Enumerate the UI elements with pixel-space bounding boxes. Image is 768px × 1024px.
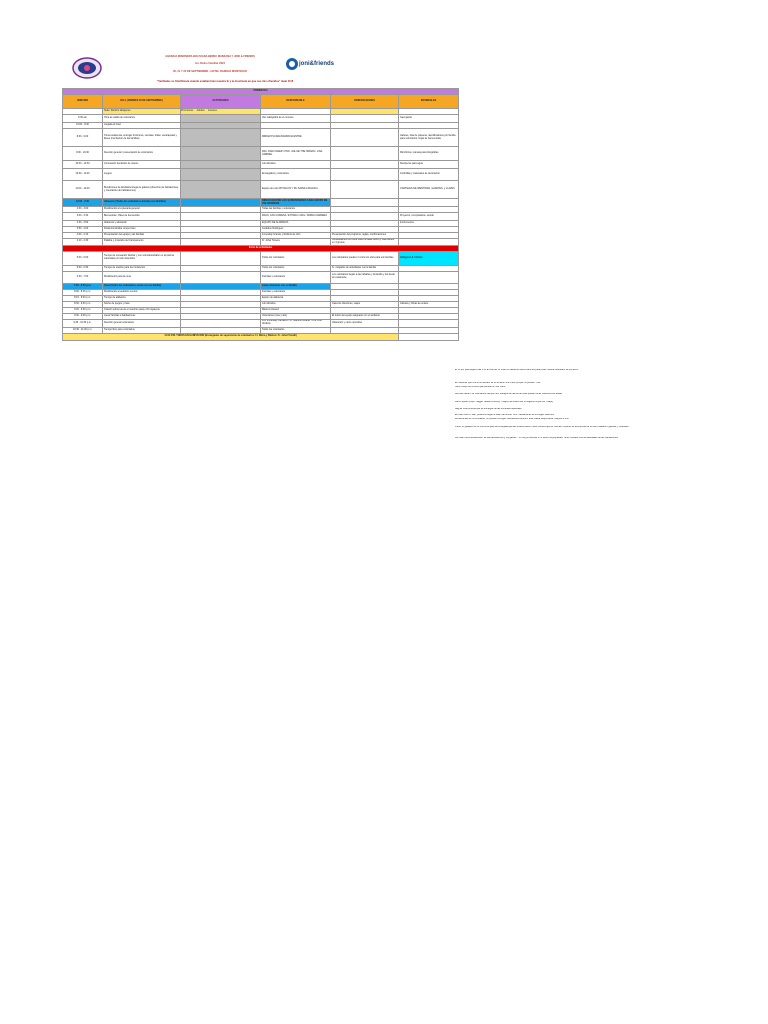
table-row bbox=[63, 115, 459, 123]
cell-observaciones: Los voluntarios pueden ir a tirar sin ellos para sus familias bbox=[331, 251, 399, 265]
cell-responsable: Fra. Inmeraldy Carrasco / Fr. Mariuno Alvarez / Fra. Lulú Alzalina bbox=[261, 319, 331, 327]
cell-responsable: FRAN. CASI CORESA / ETHANA / MAIL / MIRNA CARRERA bbox=[261, 213, 331, 221]
table-row bbox=[63, 271, 459, 283]
cell-materiales bbox=[399, 319, 459, 327]
agency-logo-icon bbox=[72, 57, 102, 79]
cell-horario: 10:00 - 10:30 bbox=[63, 161, 103, 169]
col-materiales: MATERIALES bbox=[399, 95, 459, 109]
cell-responsable: Equipo de alabanza bbox=[261, 295, 331, 301]
col-observaciones: OBSERVACIONES bbox=[331, 95, 399, 109]
header-line-1: AGENCIA MISIONERA BOLIVIANA BEREC MANZANA Y JONI & FRIENDS bbox=[165, 55, 255, 58]
cell-materiales: Cámara y fichas de enlace bbox=[399, 301, 459, 307]
cell-horario: 11:00 - 12:00 bbox=[63, 181, 103, 199]
cell-responsable: Fr. Johel Tomera bbox=[261, 239, 331, 246]
schedule-table bbox=[62, 88, 459, 341]
cell-dia: Presentación del equipo y las familias bbox=[103, 233, 181, 239]
cell-dia: Tiempo libre para voluntarios bbox=[103, 327, 181, 333]
cell-dia: Palabra y propósito del Campamento bbox=[103, 239, 181, 246]
cell-materiales: Recipiente para agua bbox=[399, 161, 459, 169]
schedule-sheet bbox=[62, 88, 458, 341]
cell-materiales: Instrumentos bbox=[399, 221, 459, 227]
cell-dia: Tiempo de recreación familiar y con voluntarios/taller en la piscina, caminatas y/o sólo detenidos bbox=[103, 251, 181, 265]
cell-horario: 8:30 - 9:20 p.m. bbox=[63, 301, 103, 307]
cell-dia: Cena (Todos los voluntarios cenan con su familia) bbox=[103, 283, 181, 289]
cell-horario: 6:00 - 6:30 bbox=[63, 265, 103, 271]
cell-materiales: Antagone & 4 horas bbox=[399, 251, 459, 265]
cell-responsable: Cada voluntario con su familia bbox=[261, 283, 331, 289]
cell-responsable: Mariuno Alvarez bbox=[261, 307, 331, 313]
cell-horario: 8:15 - 8:30 p.m. bbox=[63, 295, 103, 301]
table-row bbox=[63, 147, 459, 161]
cell-observaciones: Los voluntarios llegan a las cabañas y la familia y los llevan al restaurante bbox=[331, 271, 399, 283]
cell-responsable: Todos los voluntarios bbox=[261, 251, 331, 265]
cell-responsable: Todas las familias y voluntarios bbox=[261, 207, 331, 213]
cell-dia: Noche de juegos y risas bbox=[103, 301, 181, 307]
cell-actividades bbox=[181, 181, 261, 199]
cell-horario: 8:00 - 8:15 p.m. bbox=[63, 289, 103, 295]
table-row bbox=[63, 213, 459, 221]
cell-observaciones: El botón del equipo asignado con el auditorio bbox=[331, 313, 399, 319]
cell-responsable: Familias y voluntarios bbox=[261, 289, 331, 295]
header-line-3: 20, 21 Y 22 DE SEPTIEMBRE - HOTEL RANCHO MONTESUR bbox=[173, 70, 247, 73]
cell-responsable: Van radiografía de el convoce bbox=[261, 115, 331, 123]
note-line: El 10 por para llegar a las 6:30 al hotel El 10 hotel en salida de varios cambios para poder resultar alrededor de primeros. bbox=[455, 369, 579, 371]
cell-responsable: Familias y voluntarios bbox=[261, 271, 331, 283]
cell-dia: Movilización al auditorio central bbox=[103, 289, 181, 295]
cell-dia: Juegos bbox=[103, 169, 181, 181]
cell-responsable: MIRIAM PLURALIN/MARCIA ENTRE bbox=[261, 129, 331, 147]
col-actividades: ACTIVIDADES bbox=[181, 95, 261, 109]
table-row bbox=[63, 169, 459, 181]
cell-dia: Tiempo de oración para los ministerios bbox=[103, 265, 181, 271]
cell-horario: 3:00 - 3:30 bbox=[63, 213, 103, 221]
cell-dia: Movilización para la cena bbox=[103, 271, 181, 283]
cell-materiales: Gafetes, lista de pulseras, identificadores por familia para voluntarios, hojas de bienvenidas bbox=[399, 129, 459, 147]
cell-horario: 9:20 - 9:30 p.m. bbox=[63, 307, 103, 313]
subhead-jovenes: Jovenes bbox=[207, 109, 217, 113]
note-line: En este hoto el: staff, podemos llegar al salón de dónde. Con. habitaciones se entregan hasta los bbox=[455, 414, 554, 416]
note-line: Las tiles deben: de voluntarios siempre son trabajos las tierras de case pueden tener cabecera tus dallas bbox=[455, 393, 562, 395]
table-row bbox=[63, 319, 459, 327]
column-header-row bbox=[63, 95, 459, 109]
cell-dia: Reunión general voluntarios bbox=[103, 319, 181, 327]
cell-horario: 10:30 - 11:00 p.m. bbox=[63, 327, 103, 333]
cell-observaciones: Fr. cargados de actividades con la familia bbox=[331, 265, 399, 271]
cell-dia: Tomar asistencia, entregar brochures, camisas, folder, escarapelas y llaves (inscripción de las familias) bbox=[103, 129, 181, 147]
subhead-promotores: Promotores bbox=[181, 109, 194, 113]
subhead-sede: Sede: Rancho ultraperso bbox=[103, 109, 181, 115]
cell-responsable: Jeraldine Rodríguez bbox=[261, 227, 331, 233]
subhead-adultos: Adultos bbox=[196, 109, 205, 113]
curfew-footer: 11:00 P.M. TODOS EN HABITACIÓN (Encargados de supervisión de voluntarios: Fr. Mirna y Blanca / Fr. Johel Tovalit) bbox=[63, 333, 399, 340]
cell-responsable: Encargados y voluntarios bbox=[261, 169, 331, 181]
cell-dia: Llegada al hotel bbox=[103, 123, 181, 129]
note-line: Bagner una persona que se encargue de las entredas especiales. bbox=[455, 408, 523, 410]
col-horario: HORARIO bbox=[63, 95, 103, 109]
cell-dia: Reunión general / presentación de voluntarios bbox=[103, 147, 181, 161]
cell-observaciones: Valoración y cierre operativo bbox=[331, 319, 399, 327]
note-line: Junto: 40 guapero en el una nova para la encargada pensar al autorización hotel manera que se nuende, importar de escrupiñas de la ruta, collados o gafetes, y brazalete. bbox=[455, 426, 630, 428]
cell-observaciones bbox=[331, 213, 399, 221]
note-line: El mantener que una en el acuden se su hicieron a la cruce porque no pueden. Hoe bbox=[455, 382, 541, 384]
col-responsable: RESPONSABLE bbox=[261, 95, 331, 109]
cell-actividades bbox=[181, 161, 261, 169]
cell-horario: 7:00 - 8:00 p.m. bbox=[63, 283, 103, 289]
cell-actividades bbox=[181, 213, 261, 221]
cell-materiales: Micrófonos, cámara para fotografías bbox=[399, 147, 459, 161]
header-line-2: 1er. Retiro Familiar 2024 bbox=[195, 62, 225, 65]
cell-horario: 10:30 - 11:00 bbox=[63, 169, 103, 181]
cell-actividades bbox=[181, 251, 261, 265]
header-verse: “Verifiedes os Glorificaste cuando estaban bien nuestra fe y te mostraste en que sus mis ofrecidos” Juan 15:8 bbox=[156, 80, 294, 83]
cell-actividades bbox=[181, 129, 261, 147]
cell-dia: Almuerzo (Todos los voluntarios durante con familias) bbox=[103, 199, 181, 207]
joni-friends-logo-text: joni&friends bbox=[299, 61, 335, 67]
cell-responsable: FRA. DANI FANER / HNO. JAIL DE THE HARIAN / LINA, GABRIEL bbox=[261, 147, 331, 161]
cell-horario: 9:45 - 10:30 p.m. bbox=[63, 319, 103, 327]
col-dia: DIA 1 (VIERNES 20 DE SEPTIEMBRE) bbox=[103, 95, 181, 109]
table-row bbox=[63, 181, 459, 199]
cell-horario: 6:30 - 7:00 bbox=[63, 271, 103, 283]
table-row bbox=[63, 239, 459, 246]
note-line: Marco quedo (cupo: Jaggar Jipalist centres), Yuagos Jenimachrina, el llegaros hoyde sui Yuago) bbox=[455, 401, 553, 403]
cell-horario: 3:30 - 3:50 bbox=[63, 221, 103, 227]
cell-horario: 4:10 - 4:30 bbox=[63, 239, 103, 246]
cell-dia: Dinámica familiar rompe hielo bbox=[103, 227, 181, 233]
cell-materiales: Proyector, computadora, sonido bbox=[399, 213, 459, 221]
table-row bbox=[63, 129, 459, 147]
cell-dia: Llevar familias a habitaciones bbox=[103, 313, 181, 319]
cell-dia: Bienvenida / Video de bienvenida bbox=[103, 213, 181, 221]
cell-dia: Oración sobre las de el nosotros para el fin siguiente bbox=[103, 307, 181, 313]
cell-horario: 4:00 - 4:10 bbox=[63, 233, 103, 239]
cell-responsable: DIRECCIÓN POR LOS SUPERVISORES CADA GRUPO DE VOLUNTARIOS bbox=[261, 199, 331, 207]
cell-dia: Coronación bendición de manos bbox=[103, 161, 181, 169]
table-row bbox=[63, 199, 459, 207]
cell-actividades bbox=[181, 239, 261, 246]
note-line: identificantes en su brazalete, no pueden entregar habitaciones antes a: Esa: Baste despondible. Asignar a uno. bbox=[455, 418, 570, 420]
cell-actividades bbox=[181, 199, 261, 207]
cell-actividades bbox=[181, 147, 261, 161]
cell-dia: Movilización a la plenaria general bbox=[103, 207, 181, 213]
cell-horario: 12:00 - 2:30 bbox=[63, 199, 103, 207]
cell-observaciones bbox=[331, 147, 399, 161]
cell-observaciones: Consolidación los niños sobre la base centro y distribuidos en 3 grupos bbox=[331, 239, 399, 246]
cell-dia: Alabanza y adoración bbox=[103, 221, 181, 227]
cell-actividades bbox=[181, 319, 261, 327]
cell-responsable: Equipo de Lulú MOYAILOS Y RU SAROLA BLANCA bbox=[261, 181, 331, 199]
cell-responsable: Todos los voluntarios bbox=[261, 265, 331, 271]
cell-actividades bbox=[181, 115, 261, 123]
cell-dia: Tiempo de alabanza bbox=[103, 295, 181, 301]
cell-observaciones bbox=[331, 161, 399, 169]
cell-responsable: Inmeraldy Grande y Rodinol de niño bbox=[261, 233, 331, 239]
cell-materiales bbox=[399, 199, 459, 207]
cell-observaciones bbox=[331, 115, 399, 123]
cell-materiales: Cortinillas y materiales de decoración bbox=[399, 169, 459, 181]
section-banner: Inicio de actividades bbox=[63, 245, 459, 251]
cell-actividades bbox=[181, 271, 261, 283]
cell-observaciones: Presentación del programa, reglas, confirmaciones bbox=[331, 233, 399, 239]
cell-observaciones: Casa los directores, viajes bbox=[331, 301, 399, 307]
cell-horario: 10:00 - 8:30 bbox=[63, 123, 103, 129]
day-title: PRIMER DIA bbox=[63, 89, 459, 95]
cell-observaciones bbox=[331, 169, 399, 181]
note-line: Formilier documentaciones: de las habitaciones y los gastos... no hay problemas o no deben la propiedad. Tener cuidado mucha variedades de las habitaciones bbox=[455, 437, 618, 439]
cell-horario: 9:00 - 10:00 bbox=[63, 147, 103, 161]
cell-observaciones bbox=[331, 181, 399, 199]
cell-responsable: Lulú Alzalina bbox=[261, 301, 331, 307]
cell-horario: 3:50 - 4:00 bbox=[63, 227, 103, 233]
cell-horario: 9:30 - 9:45 p.m. bbox=[63, 313, 103, 319]
cell-materiales: CARTELES DE IDENTIDAD, GAFETES, y LLAVES bbox=[399, 181, 459, 199]
table-row bbox=[63, 161, 459, 169]
cell-horario: 8:30 - 9:00 bbox=[63, 129, 103, 147]
cell-actividades bbox=[181, 169, 261, 181]
cell-materiales: Gavi-garita bbox=[399, 115, 459, 123]
cell-materiales bbox=[399, 239, 459, 246]
cell-dia: Hora de salida de voluntarios bbox=[103, 115, 181, 123]
cell-horario: 6:30 am bbox=[63, 115, 103, 123]
cell-materiales bbox=[399, 271, 459, 283]
table-row bbox=[63, 251, 459, 265]
footer-empty bbox=[399, 333, 459, 340]
cell-responsable: Todos los voluntarios bbox=[261, 327, 331, 333]
cell-horario: 2:30 - 3:00 bbox=[63, 207, 103, 213]
note-line: hacer cilisys de conteos para anotar en sus rotes. bbox=[455, 386, 506, 388]
cell-dia: Bendiciones de familias/entrega de gafetes (dirección de habitaciones y orientación de habitaciones) bbox=[103, 181, 181, 199]
cell-observaciones bbox=[331, 129, 399, 147]
cell-observaciones bbox=[331, 199, 399, 207]
cell-responsable: Lulú Alzalina bbox=[261, 161, 331, 169]
cell-responsable: EQUIPO DE ALABANZA bbox=[261, 221, 331, 227]
cell-responsable: Voluntarios (mas y dos) bbox=[261, 313, 331, 319]
cell-horario: 5:00 - 6:00 bbox=[63, 251, 103, 265]
